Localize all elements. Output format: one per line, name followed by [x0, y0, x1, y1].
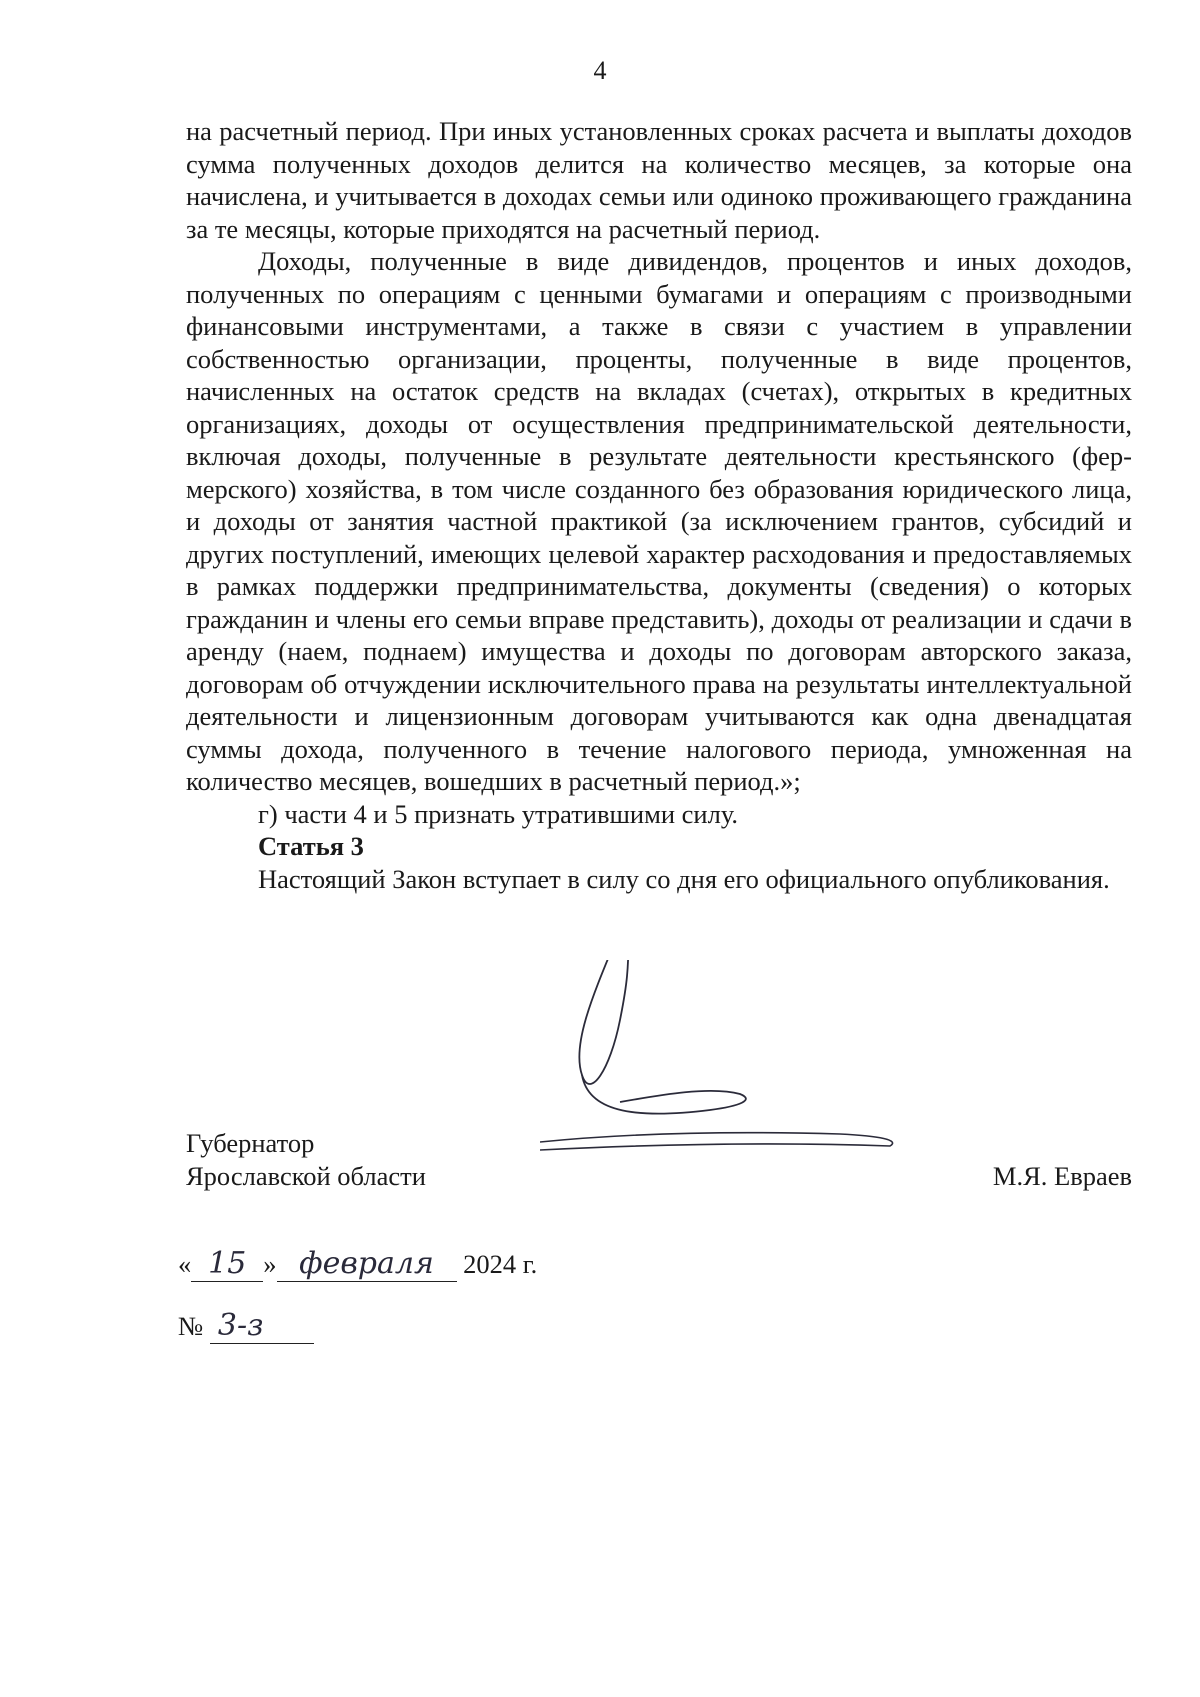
- paragraph-continuation: на расчетный период. При иных установленных сроках расчета и выплаты доходов сумма полученных доходов делится на количество месяцев, за которые она начислена, и учитывается в доходах семьи или одиноко проживающего гражданина за те месяцы, которые приходятся на расчетный период.: [186, 116, 1132, 244]
- article-title: Статья 3: [258, 831, 364, 861]
- governor-name: М.Я. Евраев: [992, 1160, 1132, 1191]
- governor-title-line2: Ярославской области: [186, 1160, 426, 1191]
- paragraph-item-g: г) части 4 и 5 признать утратившими силу.: [258, 798, 739, 829]
- date-month: февраля: [277, 1248, 457, 1282]
- date-close-quote: »: [263, 1249, 277, 1279]
- governor-title-line1: Губернатор: [186, 1128, 315, 1158]
- paragraph-income: Доходы, полученные в виде дивидендов, процентов и иных доходов, полученных по операциям с ценными бумагами и операциям с производными финансовыми инструментами, а также в связи с участием в управлении собственностью организации, проценты, полученные в виде процентов, начисленных на остаток средств на вкладах (счетах), открытых в кредитных организациях, доходы от осуществления предпринимательской деятельности, включая доходы, полученные в результате деятельности крестьянского (фермерского) хозяйства, в том числе созданного без образования юридического лица, и доходы от занятия частной практикой (за исключением грантов, субсидий и других поступлений, имеющих целевой характер расходования и предоставляемых в рамках поддержки предпринимательства, документы (сведения) о которых гражданин и члены его семьи вправе представить), доходы от реализации и сдачи в аренду (наем, поднаем) имущества и доходы по договорам авторского заказа, договорам об отчуждении исключительного права на результаты интеллектуальной деятельности и лицензионным договорам учитываются как одна двенадцатая суммы дохода, полученного в течение налогового периода, умноженная на количество месяцев, вошедших в расчетный период.»;: [186, 246, 1132, 796]
- document-body: [186, 115, 1132, 895]
- date-open-quote: «: [178, 1249, 192, 1279]
- page-number: 4: [593, 56, 607, 85]
- law-number-value: 3-з: [210, 1310, 314, 1344]
- date-year: 2024 г.: [463, 1249, 538, 1279]
- signing-date: [178, 1248, 537, 1282]
- date-day: 15: [191, 1248, 263, 1282]
- law-number-label: №: [178, 1311, 204, 1341]
- article-text: Настоящий Закон вступает в силу со дня его официального опубликования.: [258, 863, 1110, 894]
- signature-block: [186, 1127, 1132, 1207]
- law-number: [178, 1310, 314, 1344]
- governor-title: [186, 1127, 426, 1192]
